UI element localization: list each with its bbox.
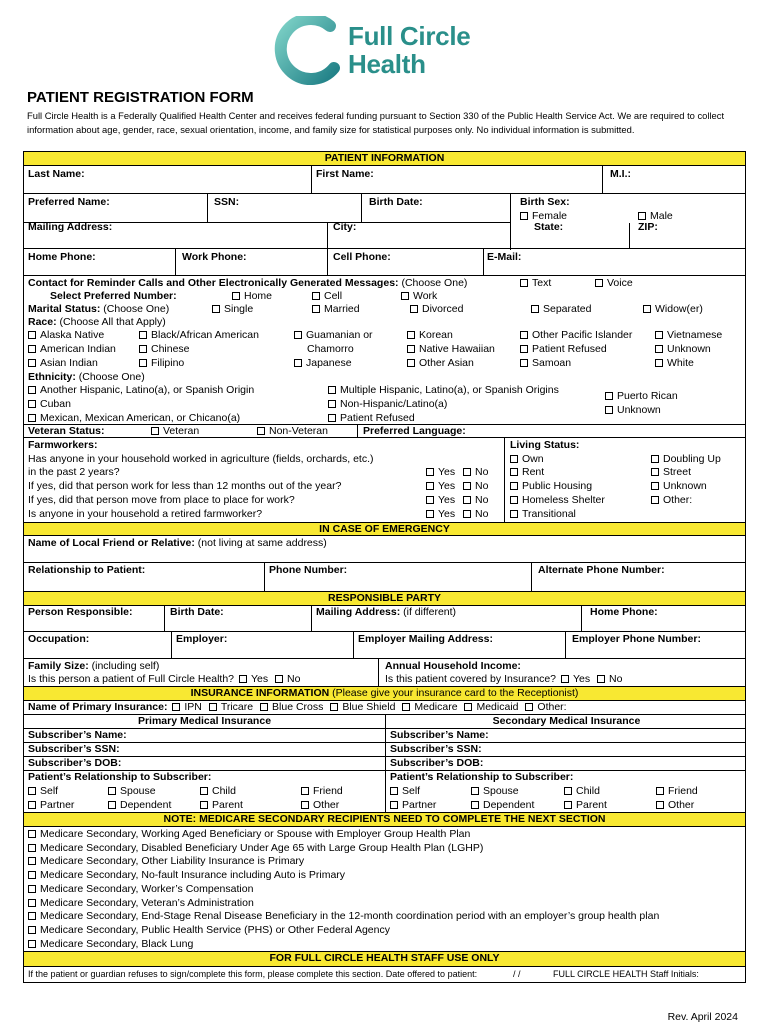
checkbox-icon[interactable] [28,926,36,934]
checkbox-icon[interactable] [28,857,36,865]
staff-initials-field[interactable]: FULL CIRCLE HEALTH Staff Initials: [553,969,699,979]
state-field[interactable]: State: [534,221,564,233]
preferred-language-field[interactable]: Preferred Language: [363,425,466,437]
home-phone-field[interactable]: Home Phone: [28,251,96,263]
medicare-option-label: Medicare Secondary, Disabled Beneficiary Under Age 65 with Large Group Health Plan (LGHP) [40,841,484,854]
intro-text: Full Circle Health is a Federally Qualified Health Center and receives federal funding pursuant to Section 330 of the Public Health Service Act. We are required to collect information about age, gender, race, sexual orientation, income, and family size for statistical purposes only. No individual information is submitted. [27,110,725,135]
emergency-header: IN CASE OF EMERGENCY [24,522,745,536]
medicare-option[interactable] [28,910,659,923]
preferred-work-option[interactable]: Work [401,290,437,303]
checkbox-icon[interactable] [28,912,36,920]
email-field[interactable]: E-Mail: [487,251,522,263]
contact-row: Contact for Reminder Calls and Other Electronically Generated Messages: (Choose One) Text Voice Select Preferred Number: Home Cell Work Marital Status: (Choose One) Single Married Divorced Separated Widow(er) [28,277,703,315]
ssn-field[interactable]: SSN: [214,196,240,208]
emergency-phone-field[interactable]: Phone Number: [269,564,348,576]
medicare-option[interactable] [28,897,254,910]
emergency-friend-row [24,536,745,563]
medicare-option[interactable] [28,883,253,896]
alternate-phone-field[interactable]: Alternate Phone Number: [538,564,665,576]
medicare-option[interactable] [28,855,304,868]
logo-name: Full Circle Health [348,21,471,79]
preferred-home-option[interactable]: Home [232,290,272,303]
ethnicity-section: Ethnicity: (Choose One) Another Hispanic, Latino(a), or Spanish Origin Multiple Hispanic, Latino(a), or Spanish Origins Puerto Rican Cuban Non-Hispanic/Latino(a) Unknown Mexican, Mexican American, or Chicano(a) Patient Refused [24,371,745,425]
mi-field[interactable]: M.I.: [610,168,631,180]
medicare-option-label: Medicare Secondary, End-Stage Renal Disease Beneficiary in the 12-month coordination period with an employer’s group health plan [40,910,660,923]
medicare-option-label: Medicare Secondary, Other Liability Insurance is Primary [40,855,305,868]
marital-separated-option[interactable]: Separated [531,303,591,316]
contact-voice-option[interactable]: Voice [595,277,633,290]
preferred-row [24,194,745,222]
relationship-field[interactable]: Relationship to Patient: [28,564,146,576]
medicare-option[interactable] [28,828,470,841]
medicare-note-header: NOTE: MEDICARE SECONDARY RECIPIENTS NEED TO COMPLETE THE NEXT SECTION [24,813,745,827]
preferred-name-field[interactable]: Preferred Name: [28,196,110,208]
marital-widow-option[interactable]: Widow(er) [643,303,703,316]
contact-text-option[interactable]: Text [520,277,551,290]
medicare-option[interactable] [28,938,193,951]
subscriber-ssn-row: Subscriber’s SSN: Subscriber’s SSN: [24,743,745,757]
checkbox-icon[interactable] [28,871,36,879]
male-option[interactable]: Male [638,210,673,223]
medicare-option[interactable] [28,869,345,882]
registration-form [23,151,746,983]
medicare-option-label: Medicare Secondary, Black Lung [40,937,194,950]
employment-row: Occupation: Employer: Employer Mailing Address: Employer Phone Number: [24,632,745,659]
revision-label: Rev. April 2024 [667,1011,738,1023]
insurance-columns-header: Primary Medical Insurance Secondary Medical Insurance [24,715,745,729]
checkbox-icon[interactable] [28,844,36,852]
address-row [24,223,745,249]
responsible-row: Person Responsible: Birth Date: Mailing Address: (if different) Home Phone: [24,606,745,632]
marital-married-option[interactable]: Married [312,303,360,316]
last-name-field[interactable]: Last Name: [28,168,85,180]
subscriber-name-row: Subscriber’s Name: Subscriber’s Name: [24,729,745,743]
birth-date-field[interactable]: Birth Date: [369,196,423,208]
responsible-header: RESPONSIBLE PARTY [24,592,745,606]
preferred-cell-option[interactable]: Cell [312,290,342,303]
medicare-option-label: Medicare Secondary, Public Health Service (PHS) or Other Federal Agency [40,923,390,936]
mailing-address-field[interactable]: Mailing Address: [28,221,113,233]
friend-field[interactable]: Name of Local Friend or Relative: (not living at same address) [28,537,327,549]
medicare-option-label: Medicare Secondary, Working Aged Beneficiary or Spouse with Employer Group Health Plan [40,828,471,840]
family-row: Family Size: (including self) Is this person a patient of Full Circle Health? Yes No Annual Household Income: Is this patient covered by Insurance? Yes No [24,659,745,687]
checkbox-icon[interactable] [28,885,36,893]
cell-phone-field[interactable]: Cell Phone: [333,251,391,263]
race-section: Race: (Choose All that Apply) Alaska Native Black/African American Guamanian or Chamorro Korean Other Pacific Islander Vietnamese American Indian Chinese Native Hawaiian Patient Refused Unknown Asian Indian Filipino Japanese Other Asian Samoan White [28,316,723,369]
primary-insurance-row: Name of Primary Insurance: IPN Tricare Blue Cross Blue Shield Medicare Medicaid Other: [24,701,745,715]
veteran-row: Veteran Status: Veteran Non-Veteran Preferred Language: [24,425,745,438]
logo-wordmark [348,22,508,78]
birth-sex-label: Birth Sex: [520,196,570,208]
medicare-option-label: Medicare Secondary, Worker’s Compensation [40,882,254,895]
date-offered-field[interactable]: / / [513,969,521,979]
emergency-phone-row [24,563,745,592]
farmworker-section: Farmworkers: Has anyone in your household worked in agriculture (fields, orchards, etc.) in the past 2 years? If yes, did that person work for less than 12 months out of the year? If yes, did that person move from place to place for work? Is anyone in your household a retired farmworker? Yes No Yes No Yes No Yes No Living Status: Own Rent Public Housing Homeless Shelter Transitional Doubling Up Street Unknown Other: [28,439,721,520]
relationship-section: Patient’s Relationship to Subscriber: Self Spouse Child Friend Partner Dependent Parent Other Patient’s Relationship to Subscriber: Self Spouse Child Friend Partner Dependent Parent Other [24,771,745,813]
city-field[interactable]: City: [333,221,357,233]
name-row [24,166,745,194]
female-option[interactable]: Female [520,210,567,223]
zip-field[interactable]: ZIP: [638,221,658,233]
phone-row [24,249,745,276]
checkbox-icon[interactable] [28,899,36,907]
medicare-option-label: Medicare Secondary, Veteran’s Administration [40,896,254,909]
staff-row: If the patient or guardian refuses to sign/complete this form, please complete this section. Date offered to patient: / / FULL CIRCLE HEALTH Staff Initials: [28,969,699,979]
patient-info-header: PATIENT INFORMATION [24,152,745,166]
marital-divorced-option[interactable]: Divorced [410,303,463,316]
first-name-field[interactable]: First Name: [316,168,374,180]
medicare-list [24,827,745,952]
medicare-option[interactable] [28,842,483,855]
checkbox-icon[interactable] [28,940,36,948]
marital-single-option[interactable]: Single [212,303,253,316]
subscriber-dob-row: Subscriber’s DOB: Subscriber’s DOB: [24,757,745,771]
checkbox-icon[interactable] [28,830,36,838]
staff-header: FOR FULL CIRCLE HEALTH STAFF USE ONLY [24,952,745,967]
insurance-header: INSURANCE INFORMATION (Please give your insurance card to the Receptionist) [24,687,745,701]
work-phone-field[interactable]: Work Phone: [182,251,247,263]
medicare-option-label: Medicare Secondary, No-fault Insurance including Auto is Primary [40,869,346,882]
page-title: PATIENT REGISTRATION FORM [27,89,254,106]
medicare-option[interactable] [28,924,390,937]
